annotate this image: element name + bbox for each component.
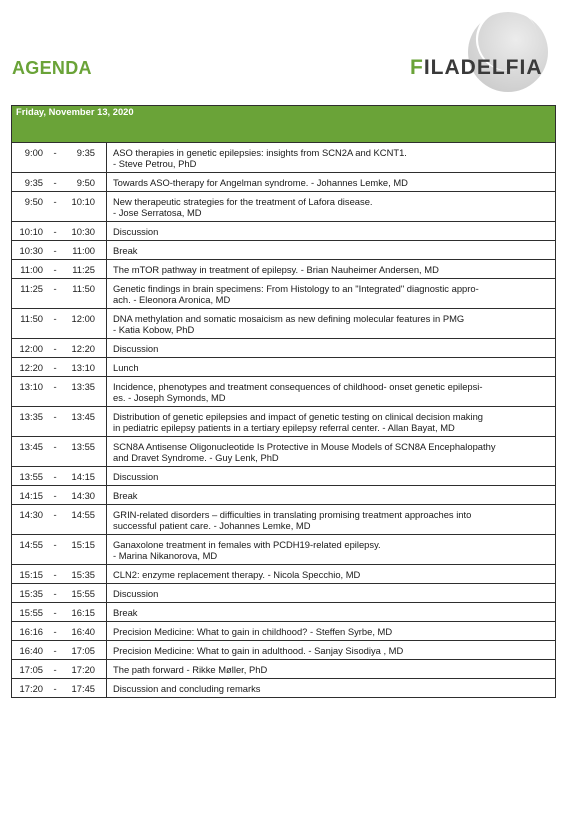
time-separator: - [53, 645, 57, 656]
start-time: 13:55 [19, 471, 43, 482]
end-time: 11:00 [72, 245, 95, 256]
end-time: 17:20 [71, 664, 95, 675]
time-separator: - [53, 362, 57, 373]
session-text: The mTOR pathway in treatment of epilepsy. - Brian Nauheimer Andersen, MD [113, 264, 439, 275]
end-time: 15:35 [71, 569, 95, 580]
end-time: 14:55 [71, 509, 95, 520]
agenda-row [12, 603, 556, 622]
logo-wordmark [410, 56, 542, 80]
session-text: Discussion [113, 226, 159, 237]
session-text: Discussion [113, 588, 159, 599]
session-text: Break [113, 607, 138, 618]
end-time: 15:15 [71, 539, 95, 550]
time-separator: - [53, 441, 57, 452]
agenda-time [12, 505, 107, 535]
session-text: Discussion [113, 343, 159, 354]
agenda-description [107, 241, 556, 260]
time-separator: - [53, 626, 57, 637]
time-separator: - [53, 471, 57, 482]
session-text: DNA methylation and somatic mosaicism as new defining molecular features in PMG [113, 313, 465, 324]
agenda-row [12, 437, 556, 467]
page-title: AGENDA [12, 58, 92, 78]
agenda-description [107, 660, 556, 679]
agenda-row [12, 309, 556, 339]
agenda-time [12, 603, 107, 622]
agenda-time [12, 241, 107, 260]
end-time: 11:50 [72, 283, 95, 294]
agenda-row [12, 358, 556, 377]
end-time: 15:55 [71, 588, 95, 599]
time-separator: - [53, 411, 57, 422]
start-time: 13:35 [19, 411, 43, 422]
end-time: 10:10 [71, 196, 95, 207]
agenda-time [12, 143, 107, 173]
end-time: 14:30 [71, 490, 95, 501]
session-speaker: successful patient care. - Johannes Lemke, MD [113, 520, 311, 531]
start-time: 10:10 [19, 226, 43, 237]
start-time: 14:55 [19, 539, 43, 550]
session-speaker: es. - Joseph Symonds, MD [113, 392, 226, 403]
session-speaker: and Dravet Syndrome. - Guy Lenk, PhD [113, 452, 279, 463]
start-time: 15:15 [19, 569, 43, 580]
session-text: Precision Medicine: What to gain in childhood? - Steffen Syrbe, MD [113, 626, 393, 637]
time-separator: - [53, 607, 57, 618]
session-text: Incidence, phenotypes and treatment consequences of childhood- onset genetic epilepsi- [113, 381, 483, 392]
time-separator: - [53, 177, 57, 188]
end-time: 13:35 [71, 381, 95, 392]
agenda-row [12, 622, 556, 641]
end-time: 14:15 [71, 471, 95, 482]
time-separator: - [53, 588, 57, 599]
agenda-row [12, 584, 556, 603]
agenda-description [107, 260, 556, 279]
session-speaker: - Katia Kobow, PhD [113, 324, 195, 335]
agenda-time [12, 260, 107, 279]
agenda-row [12, 260, 556, 279]
agenda-row [12, 467, 556, 486]
logo-first-letter: F [410, 56, 424, 79]
agenda-description [107, 467, 556, 486]
time-separator: - [53, 147, 57, 158]
agenda-description [107, 309, 556, 339]
agenda-time [12, 192, 107, 222]
agenda-time [12, 660, 107, 679]
start-time: 17:05 [19, 664, 43, 675]
agenda-row [12, 279, 556, 309]
agenda-time [12, 486, 107, 505]
agenda-time [12, 641, 107, 660]
agenda-description [107, 565, 556, 584]
end-time: 10:30 [71, 226, 95, 237]
agenda-row [12, 641, 556, 660]
start-time: 13:10 [19, 381, 43, 392]
time-separator: - [53, 683, 57, 694]
start-time: 11:50 [20, 313, 43, 324]
end-time: 9:35 [76, 147, 95, 158]
session-text: Break [113, 490, 138, 501]
agenda-row [12, 535, 556, 565]
agenda-description [107, 192, 556, 222]
start-time: 17:20 [19, 683, 43, 694]
time-separator: - [53, 343, 57, 354]
session-text: CLN2: enzyme replacement therapy. - Nicola Specchio, MD [113, 569, 361, 580]
start-time: 9:35 [24, 177, 43, 188]
start-time: 11:00 [20, 264, 43, 275]
agenda-description [107, 641, 556, 660]
session-text: Distribution of genetic epilepsies and impact of genetic testing on clinical decision making [113, 411, 483, 422]
start-time: 14:15 [19, 490, 43, 501]
agenda-description [107, 584, 556, 603]
end-time: 13:45 [71, 411, 95, 422]
agenda-row [12, 222, 556, 241]
time-separator: - [53, 245, 57, 256]
agenda-time [12, 565, 107, 584]
agenda-row [12, 565, 556, 584]
end-time: 16:15 [71, 607, 95, 618]
agenda-row [12, 407, 556, 437]
session-text: The path forward - Rikke Møller, PhD [113, 664, 268, 675]
agenda-row [12, 173, 556, 192]
start-time: 11:25 [20, 283, 43, 294]
agenda-description [107, 358, 556, 377]
agenda-description [107, 143, 556, 173]
start-time: 14:30 [19, 509, 43, 520]
agenda-day: Friday, November 13, 2020 [12, 106, 556, 143]
agenda-time [12, 377, 107, 407]
agenda-time [12, 407, 107, 437]
start-time: 15:55 [19, 607, 43, 618]
agenda-time [12, 309, 107, 339]
agenda-description [107, 505, 556, 535]
agenda-time [12, 339, 107, 358]
start-time: 9:00 [24, 147, 43, 158]
start-time: 10:30 [19, 245, 43, 256]
end-time: 12:00 [71, 313, 95, 324]
time-separator: - [53, 283, 57, 294]
agenda-time [12, 222, 107, 241]
session-text: Discussion [113, 471, 159, 482]
start-time: 12:00 [19, 343, 43, 354]
start-time: 16:16 [19, 626, 43, 637]
session-speaker: - Steve Petrou, PhD [113, 158, 197, 169]
agenda-row [12, 505, 556, 535]
time-separator: - [53, 381, 57, 392]
agenda-row [12, 339, 556, 358]
start-time: 12:20 [19, 362, 43, 373]
agenda-time [12, 358, 107, 377]
agenda-row [12, 486, 556, 505]
agenda-description [107, 437, 556, 467]
end-time: 11:25 [72, 264, 95, 275]
session-text: Lunch [113, 362, 139, 373]
time-separator: - [53, 226, 57, 237]
end-time: 13:10 [71, 362, 95, 373]
agenda-description [107, 279, 556, 309]
agenda-time [12, 535, 107, 565]
session-text: Towards ASO-therapy for Angelman syndrome. - Johannes Lemke, MD [113, 177, 408, 188]
agenda-description [107, 377, 556, 407]
agenda-row [12, 192, 556, 222]
time-separator: - [53, 490, 57, 501]
agenda-description [107, 603, 556, 622]
agenda-description [107, 407, 556, 437]
time-separator: - [53, 539, 57, 550]
agenda-row [12, 143, 556, 173]
session-speaker: ach. - Eleonora Aronica, MD [113, 294, 231, 305]
agenda-description [107, 535, 556, 565]
end-time: 17:45 [71, 683, 95, 694]
agenda-description [107, 339, 556, 358]
agenda-row [12, 241, 556, 260]
session-text: ASO therapies in genetic epilepsies: insights from SCN2A and KCNT1. [113, 147, 407, 158]
start-time: 13:45 [19, 441, 43, 452]
session-text: SCN8A Antisense Oligonucleotide Is Protective in Mouse Models of SCN8A Encephalopathy [113, 441, 496, 452]
agenda-time [12, 173, 107, 192]
session-text: Precision Medicine: What to gain in adulthood. - Sanjay Sisodiya , MD [113, 645, 404, 656]
agenda-row [12, 660, 556, 679]
time-separator: - [53, 264, 57, 275]
time-separator: - [53, 569, 57, 580]
agenda-day-header [12, 106, 556, 143]
agenda-description [107, 222, 556, 241]
agenda-time [12, 679, 107, 698]
agenda-description [107, 679, 556, 698]
agenda-table [11, 105, 556, 698]
session-text: GRIN-related disorders – difficulties in translating promising treatment approaches into [113, 509, 472, 520]
agenda-time [12, 467, 107, 486]
start-time: 15:35 [19, 588, 43, 599]
agenda-time [12, 622, 107, 641]
end-time: 9:50 [76, 177, 95, 188]
agenda-description [107, 173, 556, 192]
session-speaker: - Jose Serratosa, MD [113, 207, 202, 218]
agenda-time [12, 584, 107, 603]
agenda-time [12, 279, 107, 309]
session-text: Discussion and concluding remarks [113, 683, 261, 694]
time-separator: - [53, 196, 57, 207]
end-time: 17:05 [71, 645, 95, 656]
time-separator: - [53, 313, 57, 324]
session-text: Break [113, 245, 138, 256]
start-time: 9:50 [24, 196, 43, 207]
session-text: Ganaxolone treatment in females with PCDH19-related epilepsy. [113, 539, 381, 550]
time-separator: - [53, 664, 57, 675]
agenda-row [12, 679, 556, 698]
end-time: 12:20 [71, 343, 95, 354]
session-text: Genetic findings in brain specimens: From Histology to an "Integrated" diagnostic appro- [113, 283, 479, 294]
agenda-description [107, 622, 556, 641]
logo-rest: ILADELFIA [423, 56, 543, 79]
start-time: 16:40 [19, 645, 43, 656]
end-time: 13:55 [71, 441, 95, 452]
session-text: New therapeutic strategies for the treatment of Lafora disease. [113, 196, 373, 207]
end-time: 16:40 [71, 626, 95, 637]
agenda-row [12, 377, 556, 407]
session-speaker: - Marina Nikanorova, MD [113, 550, 218, 561]
agenda-description [107, 486, 556, 505]
agenda-time [12, 437, 107, 467]
session-speaker: in pediatric epilepsy patients in a tertiary epilepsy referral center. - Allan Bayat, MD [113, 422, 455, 433]
time-separator: - [53, 509, 57, 520]
